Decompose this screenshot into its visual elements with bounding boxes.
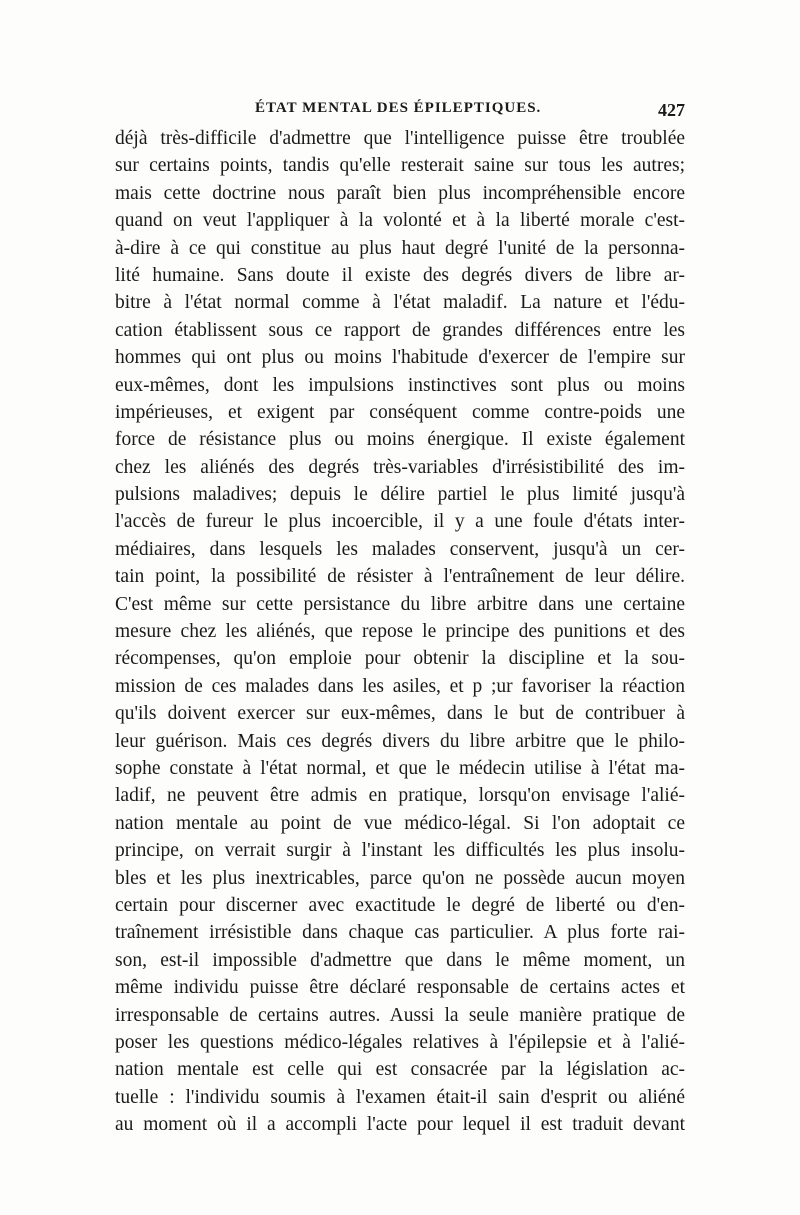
text-line: mission de ces malades dans les asiles, et p ;ur favoriser la réaction: [115, 675, 685, 697]
text-line: son, est-il impossible d'admettre que dans le même moment, un: [115, 949, 685, 971]
text-line: C'est même sur cette persistance du libre arbitre dans une certaine: [115, 593, 685, 615]
text-line: force de résistance plus ou moins énergique. Il existe également: [115, 429, 685, 451]
text-line: leur guérison. Mais ces degrés divers du libre arbitre que le philo-: [115, 730, 685, 752]
text-line: bitre à l'état normal comme à l'état maladif. La nature et l'édu-: [115, 292, 685, 314]
text-line: sophe constate à l'état normal, et que le médecin utilise à l'état ma-: [115, 757, 685, 779]
text-line: nation mentale est celle qui est consacrée par la législation ac-: [115, 1059, 685, 1081]
text-line: pulsions maladives; depuis le délire partiel le plus limité jusqu'à: [115, 484, 685, 506]
text-line: à-dire à ce qui constitue au plus haut degré l'unité de la personna-: [115, 237, 685, 259]
text-line: au moment où il a accompli l'acte pour lequel il est traduit devant: [115, 1114, 685, 1136]
running-head: [115, 100, 685, 122]
text-line: l'accès de fureur le plus incoercible, il y a une foule d'états inter-: [115, 511, 685, 533]
text-line: récompenses, qu'on emploie pour obtenir la discipline et la sou-: [115, 648, 685, 670]
text-line: mesure chez les aliénés, que repose le principe des punitions et des: [115, 621, 685, 643]
text-line: impérieuses, et exigent par conséquent comme contre-poids une: [115, 401, 685, 423]
text-line: hommes qui ont plus ou moins l'habitude d'exercer de l'empire sur: [115, 347, 685, 369]
text-line: quand on veut l'appliquer à la volonté et à la liberté morale c'est-: [115, 210, 685, 232]
text-line: nation mentale au point de vue médico-légal. Si l'on adoptait ce: [115, 812, 685, 834]
text-line: bles et les plus inextricables, parce qu'on ne possède aucun moyen: [115, 867, 685, 889]
text-line: principe, on verrait surgir à l'instant les difficultés les plus insolu-: [115, 840, 685, 862]
text-line: ladif, ne peuvent être admis en pratique, lorsqu'on envisage l'alié-: [115, 785, 685, 807]
text-line: eux-mêmes, dont les impulsions instinctives sont plus ou moins: [115, 374, 685, 396]
text-line: médiaires, dans lesquels les malades conservent, jusqu'à un cer-: [115, 538, 685, 560]
text-line: irresponsable de certains autres. Aussi la seule manière pratique de: [115, 1004, 685, 1026]
running-title: ÉTAT MENTAL DES ÉPILEPTIQUES.: [255, 100, 542, 116]
text-line: cation établissent sous ce rapport de grandes différences entre les: [115, 319, 685, 341]
text-line: déjà très-difficile d'admettre que l'intelligence puisse être troublée: [115, 128, 685, 149]
text-line: certain pour discerner avec exactitude le degré de liberté ou d'en-: [115, 894, 685, 916]
text-line: poser les questions médico-légales relatives à l'épilepsie et à l'alié-: [115, 1031, 685, 1053]
text-line: qu'ils doivent exercer sur eux-mêmes, dans le but de contribuer à: [115, 703, 685, 725]
text-line: chez les aliénés des degrés très-variables d'irrésistibilité des im-: [115, 456, 685, 478]
text-line: même individu puisse être déclaré responsable de certains actes et: [115, 977, 685, 999]
page-number: 427: [658, 100, 685, 120]
text-line: mais cette doctrine nous paraît bien plus incompréhensible encore: [115, 182, 685, 204]
text-line: lité humaine. Sans doute il existe des degrés divers de libre ar-: [115, 264, 685, 286]
body-text: [115, 125, 685, 1138]
text-line: tain point, la possibilité de résister à l'entraînement de leur délire.: [115, 566, 685, 588]
text-line: traînement irrésistible dans chaque cas particulier. A plus forte rai-: [115, 922, 685, 944]
text-line: sur certains points, tandis qu'elle resterait saine sur tous les autres;: [115, 155, 685, 177]
text-line: tuelle : l'individu soumis à l'examen était-il sain d'esprit ou aliéné: [115, 1086, 685, 1108]
